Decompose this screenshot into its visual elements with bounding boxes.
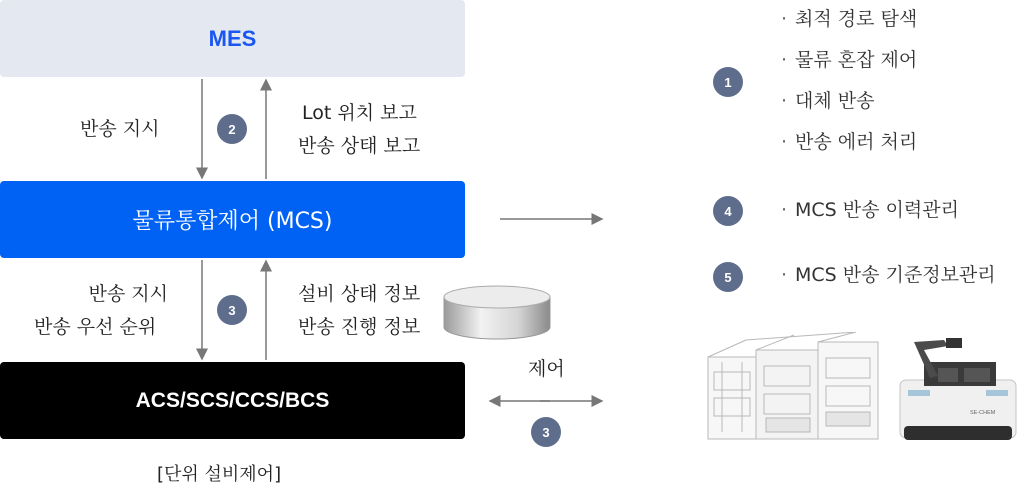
lower-left-label-2: 반송 우선 순위	[34, 316, 157, 338]
lower-right-label-1: 설비 상태 정보	[298, 283, 421, 305]
control-badge: 3	[531, 417, 561, 447]
lower-right-label-2: 반송 진행 정보	[298, 316, 421, 338]
robot-brand-text: SE-CHEM	[970, 410, 996, 416]
mes-label: MES	[208, 25, 257, 51]
function-item: · MCS 반송 기준정보관리	[781, 264, 996, 286]
function-item: · 최적 경로 탐색	[781, 8, 918, 30]
mes-box	[0, 0, 465, 77]
function-item: · 대체 반송	[781, 90, 875, 112]
mcs-box	[0, 181, 465, 258]
function-badge-5: 5	[713, 262, 743, 292]
acs-label: ACS/SCS/CCS/BCS	[135, 388, 330, 412]
mcs-label: 물류통합제어 (MCS)	[132, 209, 333, 234]
acs-box	[0, 362, 465, 439]
function-item: · 물류 혼잡 제어	[781, 49, 918, 71]
function-item: · 반송 에러 처리	[781, 131, 918, 153]
lower-left-label-1: 반송 지시	[88, 283, 168, 305]
upper-badge: 2	[217, 114, 247, 144]
lower-badge: 3	[217, 295, 247, 325]
upper-right-label-2: 반송 상태 보고	[298, 135, 421, 157]
function-badge-4: 4	[713, 196, 743, 226]
robot-equipment-image	[894, 332, 1022, 444]
upper-right-label-1: Lot 위치 보고	[302, 102, 417, 124]
database-icon	[440, 283, 555, 343]
function-item: · MCS 반송 이력관리	[781, 199, 959, 221]
upper-left-label: 반송 지시	[80, 118, 160, 140]
control-label: 제어	[528, 358, 565, 380]
function-badge-1: 1	[713, 67, 743, 97]
stocker-equipment-image	[706, 332, 886, 442]
footer-label: [단위 설비제어]	[157, 464, 282, 485]
